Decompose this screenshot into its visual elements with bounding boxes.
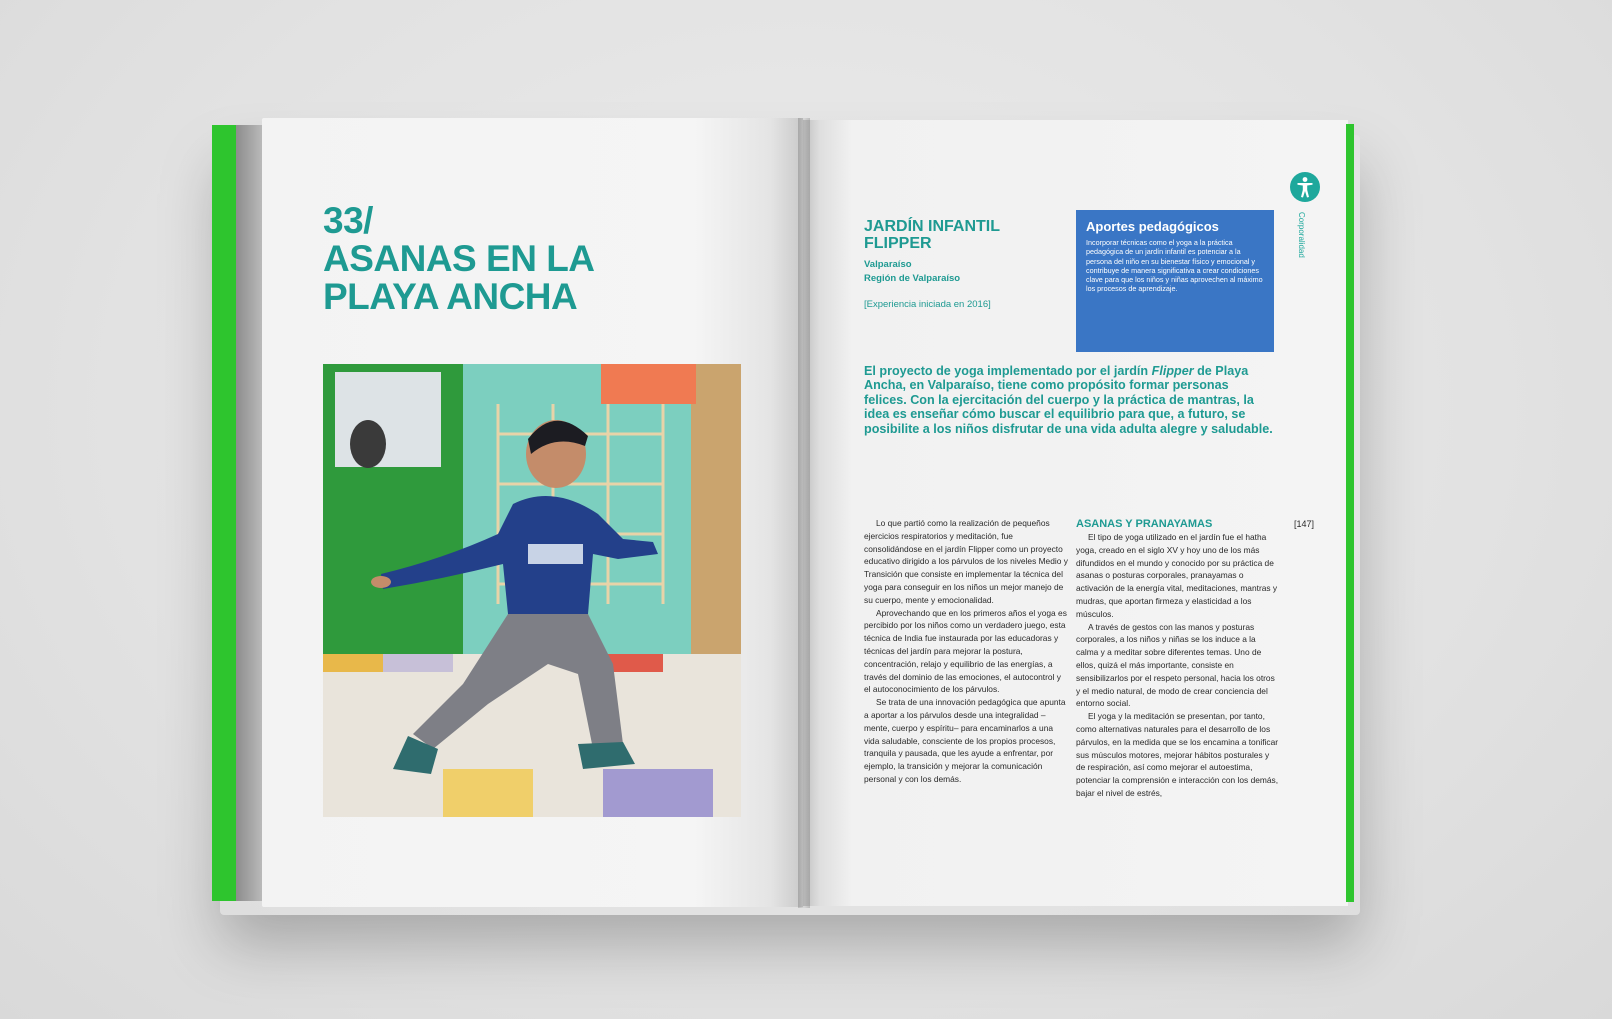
accessibility-person-icon (1290, 172, 1320, 202)
body-column-2 (1076, 517, 1280, 800)
experience-date: [Experiencia iniciada en 2016] (864, 299, 991, 310)
title-line: PLAYA ANCHA (323, 276, 578, 317)
title-line: ASANAS EN LA (323, 238, 595, 279)
region: Región de Valparaíso (864, 273, 961, 284)
photo-illustration (323, 364, 741, 817)
lead-text: El proyecto de yoga implementado por el jardín (864, 364, 1152, 378)
body-column-1 (864, 517, 1068, 786)
body-paragraph: El tipo de yoga utilizado en el jardín fue el hatha yoga, creado en el siglo XV y hoy uno de los más difundidos en el mundo y conocido por su práctica de asanas o posturas corporales, pranayamas o activación de la energía vital, meditaciones, mantras y mudras, que aportan firmeza y elasticidad a los músculos. (1076, 532, 1278, 619)
location: Valparaíso (864, 259, 912, 270)
org-name-line: FLIPPER (864, 235, 932, 252)
aportes-title: Aportes pedagógicos (1086, 219, 1219, 234)
book-gutter (798, 118, 810, 908)
lead-paragraph (864, 364, 1274, 436)
aportes-box (1076, 210, 1274, 352)
org-name (864, 218, 1000, 252)
org-name-line: JARDÍN INFANTIL (864, 218, 1000, 235)
page-edges-left (236, 125, 264, 901)
body-paragraph: El yoga y la meditación se presentan, por tanto, como alternativas naturales para el desarrollo de los párvulos, en la medida que se los encamina a tonificar sus músculos motores, mejorar hábitos posturales y de respiración, así como mejorar el autoestima, potenciar la comprensión e interacción con los demás, bajar el nivel de estrés, (1076, 711, 1279, 798)
body-paragraph: Lo que partió como la realización de pequeños ejercicios respiratorios y meditación, fue consolidándose en el jardín Flipper como un proyecto educativo dirigido a los párvulos de los niveles Medio y Transición que consiste en implementar la técnica del yoga para conseguir en los niños un mejor manejo de su cuerpo, mente y emocionalidad. (864, 518, 1068, 605)
body-paragraph: A través de gestos con las manos y posturas corporales, a los niños y niñas se los induce a la calma y a meditar sobre diferentes temas. Uno de ellos, quizá el más importante, consiste en sensibilizarlos por el respeto personal, hacia los otros y el medio natural, de modo de crear conciencia del entorno social. (1076, 621, 1275, 709)
lead-text: de Playa Ancha, en Valparaíso, tiene como propósito formar personas felices. Con la ejercitación del cuerpo y la práctica de mantras, la idea es enseñar cómo buscar el equilibrio para que, a futuro, se posibilite a los niños disfrutar de una vida adulta alegre y saludable. (864, 364, 1273, 436)
body-paragraph: Aprovechando que en los primeros años el yoga es percibido por los niños como un verdadero juego, esta técnica de India fue instaurada por las educadoras y técnicas del jardín para mejorar la postura, concentración, relajo y equilibrio de las energías, a través del dominio de las emociones, el autocontrol y el autoconocimiento de los párvulos. (864, 607, 1067, 695)
side-section-label: Corporalidad (1297, 212, 1306, 258)
body-paragraph: Se trata de una innovación pedagógica que apunta a aportar a los párvulos desde una integralidad –mente, cuerpo y espíritu– para encaminarlos a una vida saludable, consciente de los propios procesos, tranquila y pausada, que les ayude a enfrentar, por ejemplo, la transición y mejorar la comunicación personal y con los demás. (864, 697, 1066, 784)
aportes-text: Incorporar técnicas como el yoga a la práctica pedagógica de un jardín infantil es potenciar a la persona del niño en su bienestar físico y emocional y contribuye de manera significativa a crear condiciones clave para que los niños y niñas aprovechen al máximo los procesos de aprendizaje. (1086, 238, 1263, 294)
page-number: [147] (1294, 519, 1315, 529)
photo-child-yoga-pose (323, 364, 741, 817)
cover-edge-right (1346, 124, 1354, 902)
cover-edge-left (212, 125, 238, 901)
section-heading: ASANAS Y PRANAYAMAS (1076, 518, 1213, 530)
title-line: 33/ (323, 200, 373, 241)
page-title (323, 202, 595, 316)
lead-italic: Flipper (1151, 364, 1194, 378)
